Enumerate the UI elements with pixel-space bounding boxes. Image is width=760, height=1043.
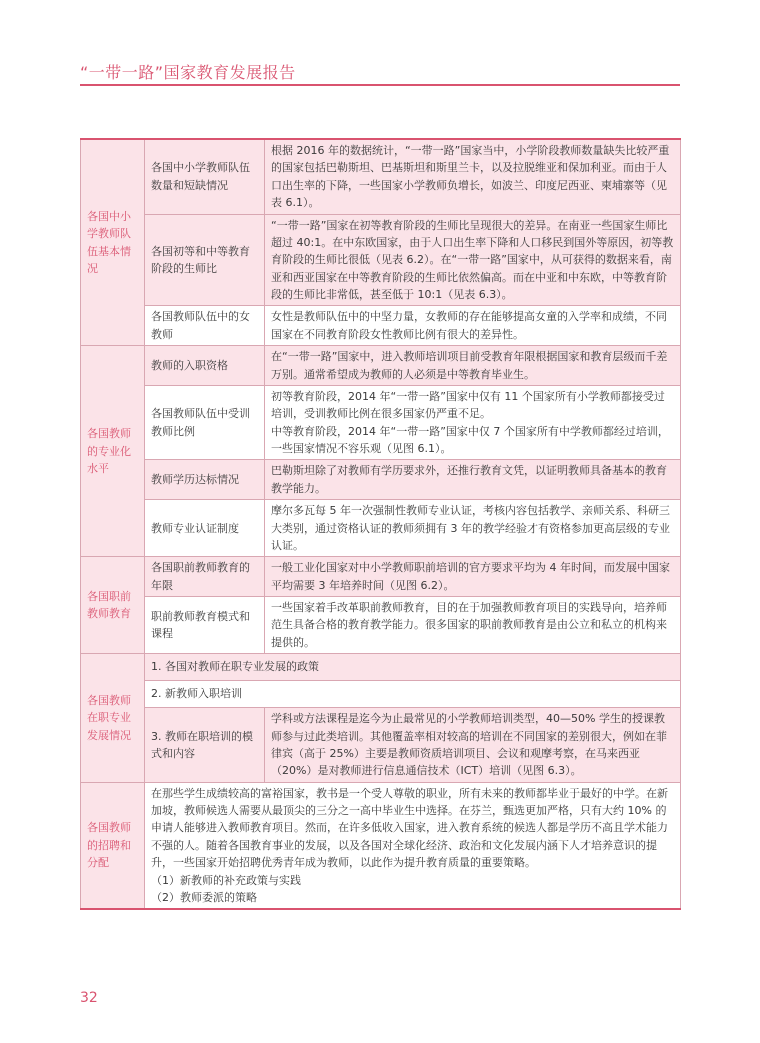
description-paragraph: 初等教育阶段，2014 年“一带一路”国家中仅有 11 个国家所有小学教师都接受过培训，受训教师比例在很多国家仍严重不足。 — [271, 389, 665, 421]
description-cell: 摩尔多瓦每 5 年一次强制性教师专业认证，考核内容包括教学、亲师关系、科研三大类别，通过资格认证的教师须拥有 3 年的教学经验才有资格参加更高层级的专业认证。 — [265, 500, 681, 557]
table-row — [81, 500, 681, 557]
description-cell: 一般工业化国家对中小学教师职前培训的官方要求平均为 4 年时间，而发展中国家平均需要 3 年培养时间（见图 6.2）。 — [265, 557, 681, 597]
topic-cell: 各国中小学教师队伍数量和短缺情况 — [145, 139, 265, 214]
topic-cell: 教师学历达标情况 — [145, 460, 265, 500]
description-cell: 根据 2016 年的数据统计，“一带一路”国家当中，小学阶段教师数量缺失比较严重的国家包括巴勒斯坦、巴基斯坦和斯里兰卡，以及拉脱维亚和保加利亚。而由于人口出生率的下降，一些国家小学教师负增长，如波兰、印度尼西亚、柬埔寨等（见表 6.1）。 — [265, 139, 681, 214]
page-number: 32 — [80, 990, 98, 1006]
policy-item: 2. 新教师入职培训 — [145, 681, 681, 708]
description-cell: “一带一路”国家在初等教育阶段的生师比呈现很大的差异。在南亚一些国家生师比超过 40:1。在中东欧国家，由于人口出生率下降和人口移民到国外等原因，初等教育阶段的生师比很低（见表 6.2）。在“一带一路”国家中，从可获得的数据来看，南亚和西亚国家在中等教育阶段的生师比依然偏高。而在中亚和中东欧，中等教育阶段的生师比非常低，甚至低于 10:1（见表 6.3）。 — [265, 214, 681, 306]
header-rule — [80, 84, 680, 86]
list-item: （1）新教师的补充政策与实践 — [151, 873, 301, 887]
table-row — [81, 385, 681, 460]
topic-cell: 各国教师队伍中的女教师 — [145, 306, 265, 346]
table-row — [81, 654, 681, 681]
topic-cell: 教师的入职资格 — [145, 346, 265, 386]
description-paragraph: 在那些学生成绩较高的富裕国家，教书是一个受人尊敬的职业，所有未来的教师都毕业于最好的中学。在新加坡，教师候选人需要从最顶尖的三分之一高中毕业生中选择。在芬兰，甄选更加严格，只有大约 10% 的申请人能够进入教师教育项目。然而，在许多低收入国家，进入教育系统的候选人都是学历不高且学术能力不强的人。随着各国教育事业的发展，以及各国对全球化经济、政治和文化发展内涵下人才培养意识的提升，一些国家开始招聘优秀青年成为教师，以此作为提升教育质量的重要策略。 — [151, 786, 668, 870]
table-row — [81, 708, 681, 783]
category-cell: 各国教师的专业化水平 — [81, 346, 145, 557]
list-item: （2）教师委派的策略 — [151, 890, 257, 904]
table-row — [81, 782, 681, 909]
category-cell: 各国职前教师教育 — [81, 557, 145, 654]
description-cell: 女性是教师队伍中的中坚力量，女教师的存在能够提高女童的入学率和成绩，不同国家在不同教育阶段女性教师比例有很大的差异性。 — [265, 306, 681, 346]
policy-item: 1. 各国对教师在职专业发展的政策 — [145, 654, 681, 681]
description-cell: 巴勒斯坦除了对教师有学历要求外，还推行教育文凭，以证明教师具备基本的教育教学能力。 — [265, 460, 681, 500]
topic-cell: 各国教师队伍中受训教师比例 — [145, 385, 265, 460]
table-row — [81, 346, 681, 386]
topic-cell: 教师专业认证制度 — [145, 500, 265, 557]
topic-cell: 3. 教师在职培训的模式和内容 — [145, 708, 265, 783]
table-row — [81, 557, 681, 597]
description-cell: 学科或方法课程是迄今为止最常见的小学教师培训类型，40—50% 学生的授课教师参与过此类培训。其他覆盖率相对较高的培训在不同国家的差别很大，例如在菲律宾（高于 25%）主要是教师资质培训项目、会议和观摩考察，在马来西亚（20%）是对教师进行信息通信技术（ICT）培训（见图 6.3）。 — [265, 708, 681, 783]
description-cell: 一些国家着手改革职前教师教育，目的在于加强教师教育项目的实践导向，培养师范生具备合格的教育教学能力。很多国家的职前教师教育是由公立和私立的机构来提供的。 — [265, 597, 681, 654]
description-paragraph: 中等教育阶段，2014 年“一带一路”国家中仅 7 个国家所有中学教师都经过培训，一些国家情况不容乐观（见图 6.1）。 — [271, 424, 669, 455]
summary-table — [80, 138, 681, 910]
table-row — [81, 139, 681, 214]
category-cell: 各国中小学教师队伍基本情况 — [81, 139, 145, 346]
topic-cell: 各国初等和中等教育阶段的生师比 — [145, 214, 265, 306]
description-cell — [265, 385, 681, 460]
table-row — [81, 681, 681, 708]
description-cell — [145, 782, 681, 909]
category-cell: 各国教师的招聘和分配 — [81, 782, 145, 909]
table-row — [81, 597, 681, 654]
topic-cell: 职前教师教育模式和课程 — [145, 597, 265, 654]
table-row — [81, 460, 681, 500]
category-cell: 各国教师在职专业发展情况 — [81, 654, 145, 783]
table-row — [81, 306, 681, 346]
description-cell: 在“一带一路”国家中，进入教师培训项目前受教育年限根据国家和教育层级而千差万别。通常希望成为教师的人必须是中等教育毕业生。 — [265, 346, 681, 386]
topic-cell: 各国职前教师教育的年限 — [145, 557, 265, 597]
table-row — [81, 214, 681, 306]
running-header-title: “一带一路”国家教育发展报告 — [80, 63, 296, 82]
